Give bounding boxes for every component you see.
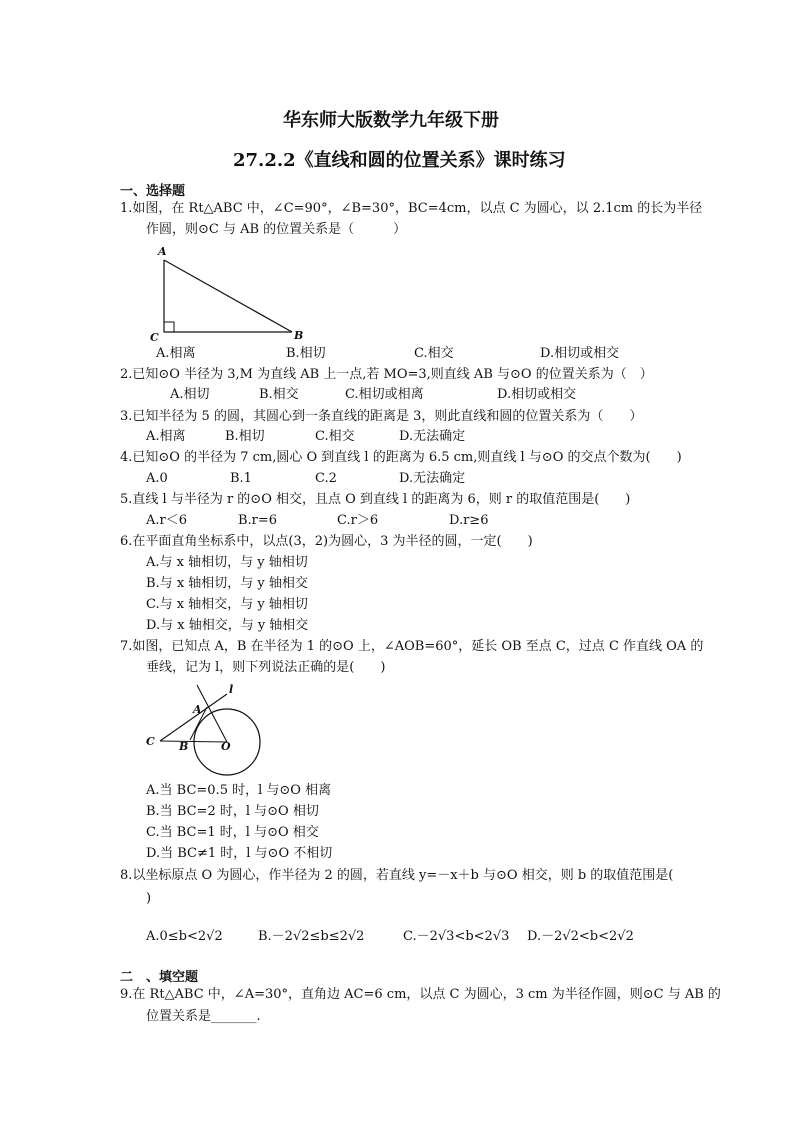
question-1-option-c[interactable]: C.相交	[414, 346, 454, 361]
page-title: 华东师大版数学九年级下册	[283, 110, 499, 131]
question-9-text-cont: 位置关系是_______.	[146, 1009, 261, 1024]
question-4-option-a[interactable]: A.0	[146, 471, 168, 486]
question-1-option-a[interactable]: A.相离	[156, 346, 196, 361]
question-8-text: 8.以坐标原点 O 为圆心，作半径为 2 的圆，若直线 y=－x＋b 与⊙O 相交，则 b 的取值范围是(	[120, 868, 674, 883]
question-8-text-cont: )	[146, 891, 152, 906]
label-c: C	[146, 735, 155, 748]
section-heading-choice: 一、选择题	[120, 184, 186, 199]
question-7-option-a[interactable]: A.当 BC=0.5 时，l 与⊙O 相离	[146, 783, 332, 798]
question-6-option-b[interactable]: B.与 x 轴相切，与 y 轴相交	[146, 576, 308, 591]
question-4-option-d[interactable]: D.无法确定	[399, 471, 466, 486]
question-4-option-c[interactable]: C.2	[315, 471, 337, 486]
vertex-label-b: B	[294, 329, 304, 342]
question-6-text: 6.在平面直角坐标系中，以点(3，2)为圆心，3 为半径的圆，一定( )	[120, 534, 533, 549]
question-8-option-a[interactable]: A.0≤b<2√2	[146, 929, 223, 944]
label-o: O	[221, 740, 231, 753]
question-7-option-b[interactable]: B.当 BC=2 时，l 与⊙O 相切	[146, 804, 319, 819]
question-5-option-d[interactable]: D.r≥6	[449, 513, 489, 528]
question-3-text: 3.已知半径为 5 的圆，其圆心到一条直线的距离是 3，则此直线和圆的位置关系为（ ）	[120, 409, 643, 424]
question-5-option-a[interactable]: A.r＜6	[146, 513, 188, 528]
question-1-option-b[interactable]: B.相切	[286, 346, 326, 361]
label-b: B	[179, 740, 189, 753]
question-8-option-b[interactable]: B.－2√2≤b≤2√2	[258, 929, 365, 944]
question-3-option-c[interactable]: C.相交	[315, 429, 355, 444]
question-7-option-d[interactable]: D.当 BC≠1 时，l 与⊙O 不相切	[146, 846, 333, 861]
question-2-option-a[interactable]: A.相切	[170, 387, 210, 402]
page-subtitle: 27.2.2《直线和圆的位置关系》课时练习	[233, 150, 566, 171]
question-9-text: 9.在 Rt△ABC 中，∠A=30°，直角边 AC=6 cm，以点 C 为圆心，3 cm 为半径作圆，则⊙C 与 AB 的	[120, 987, 721, 1002]
question-3-option-a[interactable]: A.相离	[146, 429, 186, 444]
question-8-option-c[interactable]: C.－2√3<b<2√3	[403, 929, 510, 944]
question-2-text: 2.已知⊙O 半径为 3,M 为直线 AB 上一点,若 MO=3,则直线 AB 与⊙O 的位置关系为（ ）	[120, 367, 653, 382]
vertex-label-a: A	[158, 245, 167, 258]
question-6-option-a[interactable]: A.与 x 轴相切，与 y 轴相切	[146, 555, 308, 570]
figure-circle-tangent	[140, 680, 270, 780]
question-3-option-d[interactable]: D.无法确定	[399, 429, 466, 444]
question-7-text: 7.如图，已知点 A，B 在半径为 1 的⊙O 上，∠AOB=60°，延长 OB 至点 C，过点 C 作直线 OA 的	[120, 639, 704, 654]
question-5-option-c[interactable]: C.r＞6	[337, 513, 379, 528]
right-angle-mark	[164, 322, 174, 332]
question-8-option-d[interactable]: D.－2√2<b<2√2	[527, 929, 634, 944]
question-2-option-b[interactable]: B.相交	[259, 387, 299, 402]
label-l: l	[229, 683, 234, 696]
question-4-text: 4.已知⊙O 的半径为 7 cm,圆心 O 到直线 l 的距离为 6.5 cm,则直线 l 与⊙O 的交点个数为( )	[120, 450, 682, 465]
label-a: A	[193, 703, 202, 716]
side-ab	[164, 260, 292, 332]
question-2-option-d[interactable]: D.相切或相交	[497, 387, 577, 402]
question-6-option-d[interactable]: D.与 x 轴相交，与 y 轴相交	[146, 618, 309, 633]
question-7-option-c[interactable]: C.当 BC=1 时，l 与⊙O 相交	[146, 825, 319, 840]
section-heading-fill: 二 、填空题	[120, 970, 199, 985]
question-7-text-cont: 垂线，记为 l，则下列说法正确的是( )	[146, 660, 386, 675]
question-2-option-c[interactable]: C.相切或相离	[345, 387, 424, 402]
question-5-text: 5.直线 l 与半径为 r 的⊙O 相交，且点 O 到直线 l 的距离为 6，则 r 的取值范围是( )	[120, 492, 631, 507]
figure-right-triangle	[140, 242, 310, 342]
question-3-option-b[interactable]: B.相切	[225, 429, 265, 444]
question-1-text-cont: 作圆，则⊙C 与 AB 的位置关系是（ ）	[146, 222, 407, 237]
question-6-option-c[interactable]: C.与 x 轴相交，与 y 轴相切	[146, 597, 308, 612]
question-1-text: 1.如图，在 Rt△ABC 中，∠C=90°，∠B=30°，BC=4cm，以点 C 为圆心，以 2.1cm 的长为半径	[120, 201, 703, 216]
question-1-option-d[interactable]: D.相切或相交	[540, 346, 620, 361]
segment-co	[160, 741, 227, 742]
question-4-option-b[interactable]: B.1	[230, 471, 252, 486]
question-5-option-b[interactable]: B.r=6	[238, 513, 278, 528]
vertex-label-c: C	[150, 331, 159, 342]
